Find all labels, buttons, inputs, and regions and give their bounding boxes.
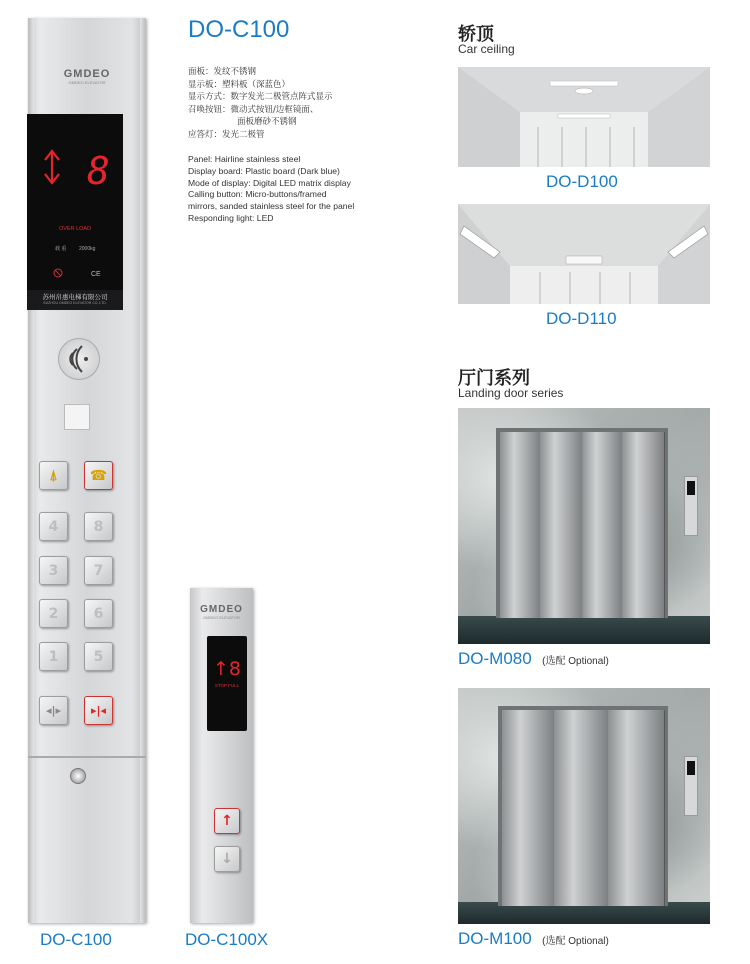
intercom-phone-button[interactable] bbox=[84, 461, 113, 490]
spec-cn-line: 显示板：塑料板（深蓝色） bbox=[188, 79, 291, 90]
spec-en-line: Responding light: LED bbox=[188, 212, 274, 223]
floor-button-5[interactable] bbox=[84, 642, 113, 671]
company-name-cn: 苏州帛惠电梯有限公司 bbox=[42, 293, 108, 301]
door-open-icon: ◂|▸ bbox=[45, 704, 62, 717]
rfid-icon bbox=[59, 339, 99, 379]
card-reader[interactable] bbox=[58, 338, 100, 380]
floor-button-7[interactable] bbox=[84, 556, 113, 585]
cop-display-svg bbox=[27, 114, 123, 309]
down-arrow-icon: ↓ bbox=[221, 851, 233, 867]
up-down-arrow-icon bbox=[45, 151, 59, 183]
indicator-window bbox=[64, 404, 90, 430]
cop2-display-text: ↑8 bbox=[212, 658, 241, 680]
hall-display bbox=[687, 481, 695, 495]
hall-call-station bbox=[684, 756, 698, 816]
landing-title-cn: 厅门系列 bbox=[458, 368, 530, 389]
caption-do-d110: DO-D110 bbox=[546, 309, 617, 328]
cop-panel-do-c100x bbox=[190, 588, 253, 923]
floor-button-label: 5 bbox=[93, 648, 104, 665]
ceiling-title-en: Car ceiling bbox=[458, 42, 515, 56]
door-frame bbox=[496, 428, 668, 618]
cop-company-strip bbox=[27, 290, 123, 310]
floor-button-label: 3 bbox=[48, 562, 59, 579]
caption-row-m100 bbox=[458, 929, 609, 949]
ceiling-image-d100 bbox=[458, 67, 710, 167]
door-open-button[interactable] bbox=[39, 696, 68, 725]
floor-button-4[interactable] bbox=[39, 512, 68, 541]
cop-brand-sub: GMDEO ELEVATOR bbox=[68, 80, 106, 85]
hall-up-button[interactable] bbox=[214, 808, 240, 834]
hall-down-button[interactable] bbox=[214, 846, 240, 872]
door-leaf bbox=[502, 710, 555, 906]
caption-do-m100: DO-M100 bbox=[458, 929, 532, 948]
floor-button-label: 4 bbox=[48, 518, 59, 535]
spec-en-line: Display board: Plastic board (Dark blue) bbox=[188, 165, 340, 176]
floor-button-3[interactable] bbox=[39, 556, 68, 585]
no-smoking-icon bbox=[54, 269, 62, 277]
ce-mark: CE bbox=[91, 271, 101, 278]
door-leaf bbox=[582, 432, 623, 618]
spec-en-line: Mode of display: Digital LED matrix display bbox=[188, 177, 351, 188]
floor-button-label: 2 bbox=[48, 605, 59, 622]
door-close-icon: ▸|◂ bbox=[90, 704, 107, 717]
floor-button-6[interactable] bbox=[84, 599, 113, 628]
service-cabinet-seam bbox=[28, 756, 146, 758]
spec-list-cn bbox=[188, 66, 333, 142]
overload-label: OVER LOAD bbox=[58, 226, 92, 232]
cop-panel-do-c100 bbox=[28, 18, 146, 923]
cop-brand-logo bbox=[28, 68, 146, 85]
main-model-title: DO-C100 bbox=[188, 16, 290, 43]
caption-do-c100: DO-C100 bbox=[40, 930, 112, 949]
cop2-brand-logo bbox=[190, 604, 253, 620]
spec-cn-line: 面板：发纹不锈钢 bbox=[188, 67, 257, 77]
floor-button-label: 1 bbox=[48, 648, 59, 665]
door-close-button[interactable] bbox=[84, 696, 113, 725]
floor-button-label: 7 bbox=[93, 562, 104, 579]
bell-icon: ⍋ bbox=[49, 467, 58, 484]
spec-en-line: Calling button: Micro-buttons/framed bbox=[188, 189, 327, 200]
cop-brand-text: GMDEO bbox=[63, 68, 111, 80]
capacity-label: 载 重 bbox=[55, 246, 67, 252]
door-frame bbox=[498, 706, 668, 906]
floor-button-label: 6 bbox=[93, 605, 104, 622]
caption-row-m080 bbox=[458, 649, 609, 669]
capacity-value: 2000kg bbox=[79, 246, 96, 252]
caption-do-m080: DO-M080 bbox=[458, 649, 532, 668]
cop2-brand-sub: GMDEO ELEVATOR bbox=[203, 615, 240, 620]
spec-cn-line: 显示方式：数字发光二极管点阵式显示 bbox=[188, 92, 333, 103]
caption-do-c100x: DO-C100X bbox=[185, 930, 269, 949]
key-lock-icon[interactable] bbox=[70, 768, 86, 784]
panel-edge-right bbox=[140, 18, 146, 923]
ceiling-title-cn: 轿顶 bbox=[458, 24, 494, 45]
ceiling-d100-svg bbox=[458, 67, 710, 167]
optional-label: (选配 Optional) bbox=[542, 656, 609, 667]
spec-list-en bbox=[188, 154, 354, 225]
door-leaf bbox=[554, 710, 609, 906]
floor bbox=[458, 616, 710, 644]
optional-label: (选配 Optional) bbox=[542, 936, 609, 947]
caption-do-d100: DO-D100 bbox=[546, 172, 618, 191]
spec-cn-line: 召唤按钮：微动式按钮/边框镜面、 bbox=[188, 104, 319, 115]
stop-full-label: STOP FULL bbox=[214, 683, 240, 688]
ceiling-d110-svg bbox=[458, 204, 710, 304]
up-arrow-icon: ↑ bbox=[221, 813, 233, 829]
company-name-en: SUZHOU GMDEO ELEVATOR CO.,LTD. bbox=[43, 301, 107, 305]
spec-en-line: Panel: Hairline stainless steel bbox=[188, 154, 301, 164]
floor-button-label: 8 bbox=[93, 518, 104, 535]
door-leaf bbox=[540, 432, 583, 618]
cop-display bbox=[27, 114, 123, 309]
landing-title-en: Landing door series bbox=[458, 386, 564, 400]
door-leaf bbox=[500, 432, 541, 618]
floor-button-1[interactable] bbox=[39, 642, 68, 671]
landing-door-image-m080 bbox=[458, 408, 710, 644]
door-leaf bbox=[608, 710, 665, 906]
door-leaf bbox=[622, 432, 665, 618]
hall-display bbox=[687, 761, 695, 775]
alarm-bell-button[interactable] bbox=[39, 461, 68, 490]
cop2-brand-text: GMDEO bbox=[200, 604, 243, 615]
ceiling-image-d110 bbox=[458, 204, 710, 304]
spec-cn-line: 应答灯：发光二极管 bbox=[188, 129, 265, 140]
phone-icon: ☎ bbox=[89, 467, 108, 484]
landing-door-image-m100 bbox=[458, 688, 710, 924]
floor-button-2[interactable] bbox=[39, 599, 68, 628]
floor-button-8[interactable] bbox=[84, 512, 113, 541]
spec-en-line: mirrors, sanded stainless steel for the panel bbox=[188, 201, 355, 212]
spec-cn-line: 面板磨砂不锈钢 bbox=[237, 117, 297, 128]
cop2-display bbox=[207, 636, 247, 731]
cop-floor-digit: 8 bbox=[87, 149, 110, 193]
hall-call-station bbox=[684, 476, 698, 536]
